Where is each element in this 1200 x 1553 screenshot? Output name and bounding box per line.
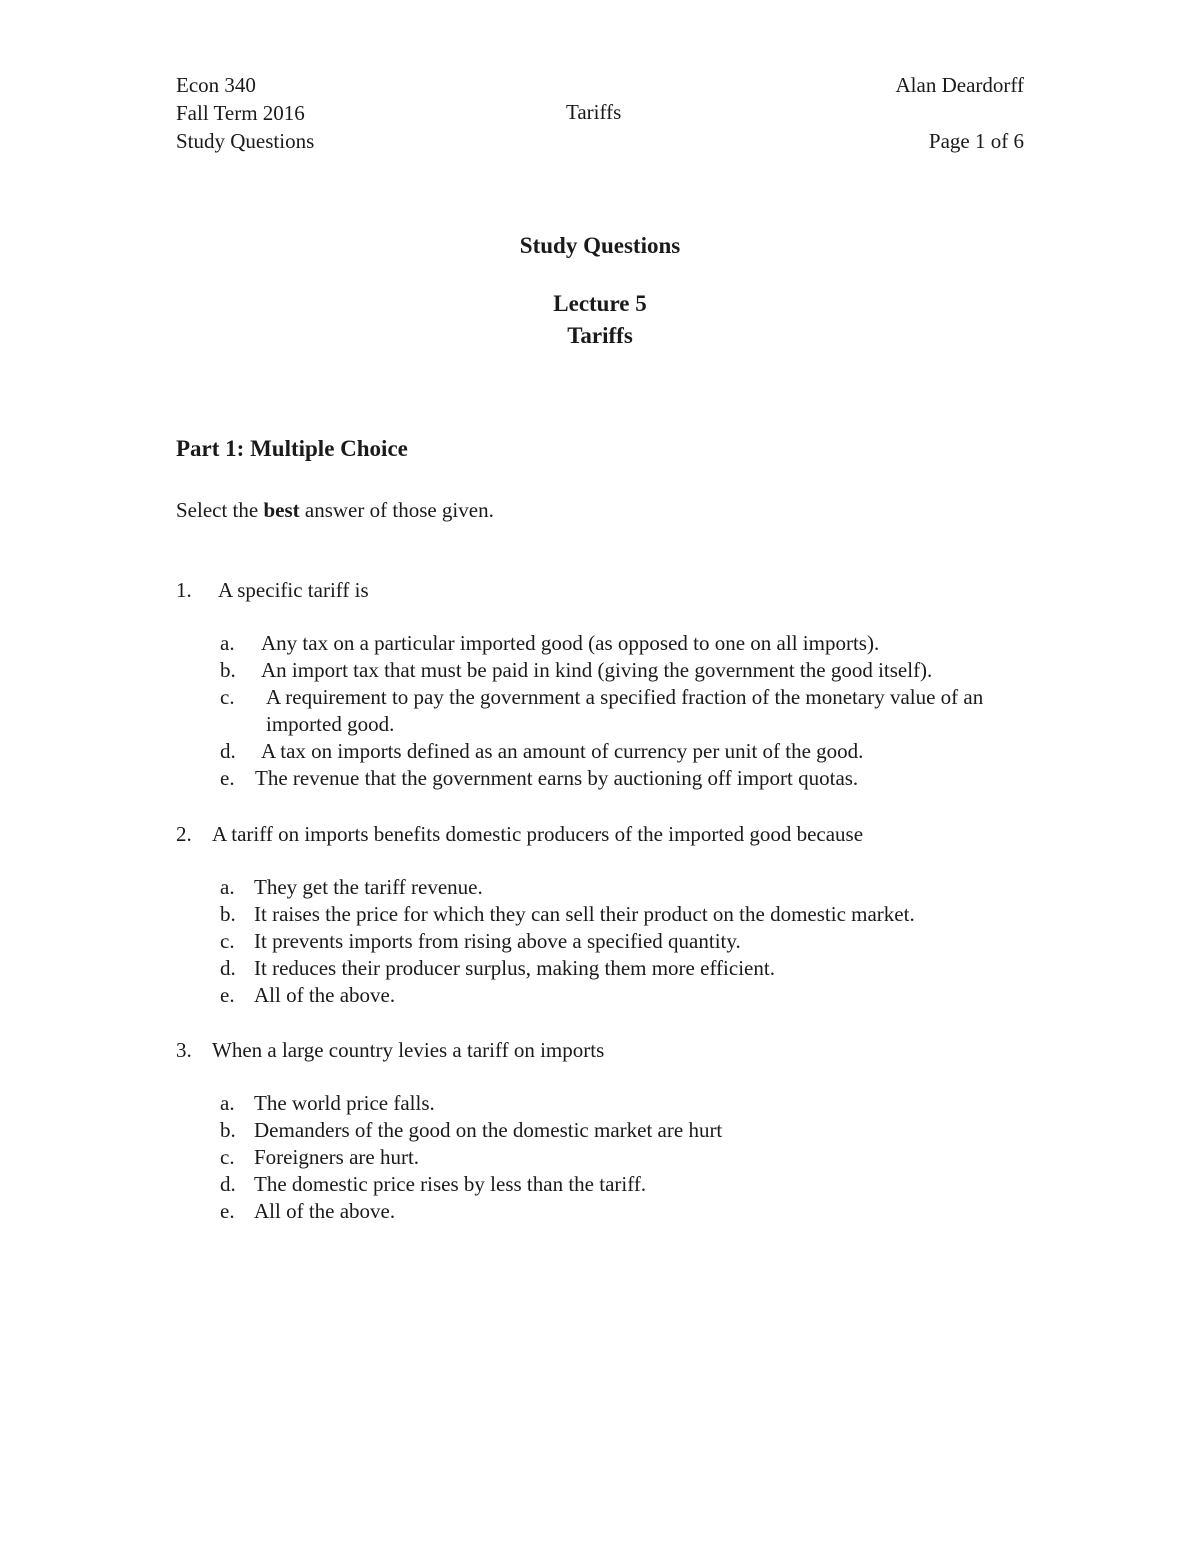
option-item <box>220 630 1026 657</box>
option-text: The world price falls. <box>254 1091 435 1115</box>
subject-title: Tariffs <box>567 323 633 348</box>
option-letter: b. <box>220 658 236 682</box>
question-text: A tariff on imports benefits domestic producers of the imported good because <box>212 822 864 846</box>
option-item <box>220 1117 722 1144</box>
option-letter: a. <box>220 875 235 899</box>
option-text: Any tax on a particular imported good (as opposed to one on all imports). <box>261 631 880 655</box>
option-item <box>220 765 1026 792</box>
part-1-heading: Part 1: Multiple Choice <box>176 436 408 461</box>
instruction-text <box>176 496 494 524</box>
header-course: Econ 340 <box>176 73 256 97</box>
document-title: Study Questions <box>519 233 681 258</box>
question-2-options <box>220 874 915 1009</box>
option-text: The revenue that the government earns by auctioning off import quotas. <box>255 766 859 790</box>
option-item <box>220 1171 722 1198</box>
option-letter: d. <box>220 1172 236 1196</box>
option-item <box>220 1198 722 1225</box>
instruction-emphasis: best <box>263 498 300 522</box>
option-letter: d. <box>220 956 236 980</box>
option-item <box>220 928 915 955</box>
option-item <box>220 901 915 928</box>
question-number: 3. <box>176 1038 192 1062</box>
option-text: Foreigners are hurt. <box>254 1145 420 1169</box>
option-letter: b. <box>220 902 236 926</box>
option-letter: e. <box>220 1199 235 1223</box>
question-3-options <box>220 1090 722 1225</box>
header-author: Alan Deardorff <box>895 73 1024 97</box>
lecture-title: Lecture 5 <box>553 291 647 316</box>
option-item <box>220 982 915 1009</box>
option-text: A tax on imports defined as an amount of currency per unit of the good. <box>261 739 864 763</box>
header-topic: Tariffs <box>566 100 622 124</box>
option-letter: e. <box>220 983 235 1007</box>
option-item <box>220 1090 722 1117</box>
option-item <box>220 657 1026 684</box>
option-text: Demanders of the good on the domestic market are hurt <box>254 1118 723 1142</box>
header-left <box>176 71 314 155</box>
header-page-label: Page 1 of 6 <box>928 129 1024 153</box>
question-text: A specific tariff is <box>218 578 369 602</box>
option-letter: a. <box>220 1091 235 1115</box>
option-item <box>220 684 1026 738</box>
option-letter: c. <box>220 685 235 709</box>
instruction-pre: Select the <box>176 498 264 522</box>
option-item <box>220 955 915 982</box>
option-item <box>220 738 1026 765</box>
header-right <box>896 71 1024 155</box>
question-number: 1. <box>176 578 192 602</box>
option-item <box>220 1144 722 1171</box>
option-item <box>220 874 915 901</box>
option-text: It raises the price for which they can sell their product on the domestic market. <box>254 902 915 926</box>
option-text: All of the above. <box>254 1199 396 1223</box>
header-term: Fall Term 2016 <box>176 101 305 125</box>
header-doc-type: Study Questions <box>176 129 315 153</box>
question-1-options <box>220 630 1026 792</box>
option-letter: c. <box>220 1145 235 1169</box>
question-text: When a large country levies a tariff on imports <box>212 1038 605 1062</box>
option-text: An import tax that must be paid in kind (giving the government the good itself). <box>261 658 933 682</box>
option-text: It prevents imports from rising above a specified quantity. <box>254 929 741 953</box>
option-text: It reduces their producer surplus, making them more efficient. <box>254 956 775 980</box>
option-text: All of the above. <box>254 983 396 1007</box>
option-letter: c. <box>220 929 235 953</box>
option-letter: b. <box>220 1118 236 1142</box>
option-letter: e. <box>220 766 235 790</box>
option-letter: a. <box>220 631 235 655</box>
option-text: The domestic price rises by less than the tariff. <box>254 1172 647 1196</box>
question-number: 2. <box>176 822 192 846</box>
option-text: A requirement to pay the government a specified fraction of the monetary value of an imported good. <box>266 685 984 736</box>
instruction-post: answer of those given. <box>299 498 494 522</box>
option-letter: d. <box>220 739 236 763</box>
option-text: They get the tariff revenue. <box>254 875 483 899</box>
